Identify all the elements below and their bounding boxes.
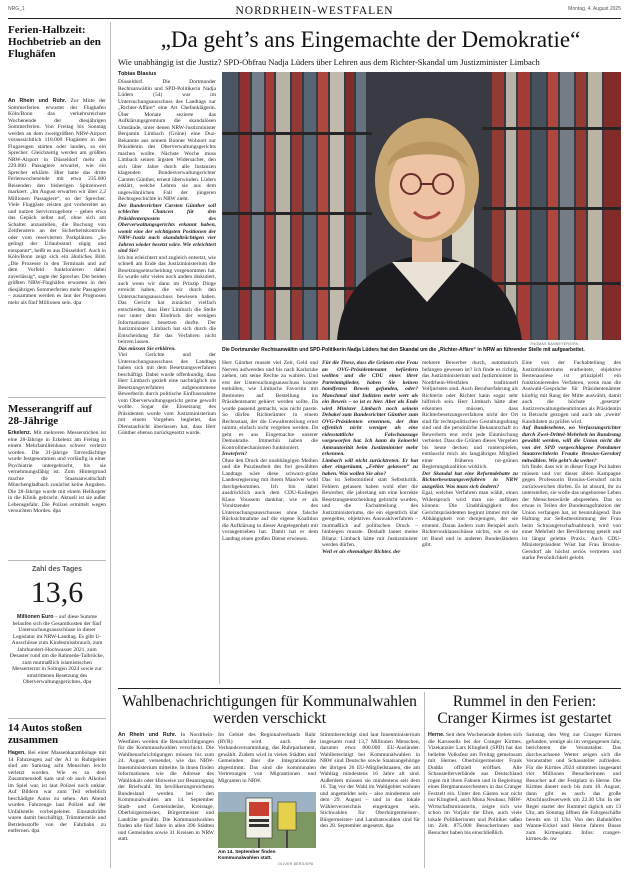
header-rule — [8, 18, 621, 19]
autos-article — [8, 750, 106, 866]
zahl-lead: Millionen Euro — [17, 614, 54, 620]
kirmes-col1-text: Seit dem Wochenende drehen sich die Karussells bei der Cranger Kirmes. Vizekanzler Lars Klingbeil (SPD) hat das beliebte Volksfest am Freitag gemeinsam mit Hernes Oberbürgermeister Frank Dudda offiziell eröffnet. Alle Schaustellerverbände aus Deutschland rogen mit ihren Fahnen und in Begleitung eines Bergmannsorchesters in das Cranger Festzelt ein. Unter den Gästen war nicht nur Klingbeil, auch Mona Neubaur, NRW-Wirtschaftsministerin, zeigte sich wie schon im Vorjahr die Ehre, auch viele lokale Politikerinnen und Politiker saßen im Zelt. 875.000 Besucherinnen und Besucher haben bis einschließlich — [428, 732, 522, 836]
column-divider — [424, 692, 425, 868]
interview-question-6: Der Skandal hat eine Reformdebatte zu Richterbesetzungsverfahren in NRW ausgelöst. Was muss sich ändern? — [422, 470, 518, 490]
autos-body: Bei einer Massenkarambolage mit 14 Fahrzeugen auf der A1 in Ruhrgebiet sind am Samstag acht Menschen leicht verletzt worden. Wie es zu dem Zusammenstoß kam und ob auch Alkohol im Spiel war, ist laut Polizei noch unklar. Auf Bildern war zum Teil erheblich beschädigte Autos zu sehen. Am Abend wurden Fahrzeuge laut Polizei auf der Unfallstelle vorbeigeleitet. Einsatzkräfte waren damit beschäftigt, Trümmerteile und Betriebsstoffe von der Fahrbahn zu entfernen. dpa — [8, 750, 106, 834]
divider — [8, 560, 106, 561]
section-title: NORDRHEIN-WESTFALEN — [235, 5, 394, 17]
interview-question-4: Limbach will nicht zurücktreten. Er hat aber eingeräumt, „Fehler gelassen“ zu haben. Was wollen Sie also? — [322, 457, 418, 477]
election-posters-image — [218, 792, 316, 848]
photo-caption: Die Dortmunder Rechtsanwältin und SPD-Politikerin Nadja Lüders hat den Skandal um die „Richter-Affäre“ in NRW an führender Stelle mit aufgearbeitet. — [222, 347, 585, 353]
interview-col6 — [522, 360, 621, 682]
page-number: NRG_1 — [8, 6, 25, 12]
main-subline: Wie unabhängig ist die Justiz? SPD-Obfrau Nadja Lüders über Lehren aus dem Richter-Skandal um Justizminister Limbach — [118, 57, 540, 67]
wahl-col2: Im Gebiet des Regionalverbands Ruhr (RVR) wird auch die Verbandsversammlung, das Ruhrparlament, gewählt. Zudem wird in vielen Städten und Gemeinden über die Integrationsräte abgestimmt. Das sind die kommunalen Vertretungen von Migrantinnen und Migranten in NRW. — [218, 732, 316, 784]
kirmes-col2: Samstag den Weg zur Cranger Kirmes gefunden, wenige als im vergangenen Jahr, berichteten die Veranstalter. Das durchwachsene Wetter zeigen sich die Veranstalter und Schausteller zufrieden. Für die Kirmes 2024 stimmten insgesamt vier Millionen Besucherinnen und Besucher auf der Festplatz in Herne. Die Kirmes dauert noch bis zum 10. August, dann gibt es auch das große Abschlussfeuerwerk um 22.30 Uhr. In der Regel startet der Rummel täglich um 13 Uhr, am Sonntag öffnen die Fahrgeschäfte bereits um 11 Uhr. Von den Bahnhöfen Wanne-Eickel und Herne fahren Busse zum Kirmesplatz. Infos: cranger-kirmes.de. nw — [526, 732, 621, 842]
interview-answer-6: Egal, welches Verfahren man wählt, einen Widerspruch wird man nie auflösen können: Die Unabhängigkeit des Gerichtspräsidenten beginnt immer mit der Abhängigkeit von demjenigen, der sie ernennt. Daran ändern zum Beispiel auch Richterwahlausschüsse nichts, wie es sie im Bund und in anderen Bundesländern gibt. — [422, 490, 518, 548]
interview-question-5: Weil er als ehemaliger Richter, der — [322, 548, 401, 555]
divider — [8, 397, 106, 398]
interview-col3 — [222, 360, 318, 682]
interview-question-7: Auf Bundesebene, wo Verfassungsrichter durch Zwei-Drittel-Mehrheit im Bundestag gewählt werden, will die Union nicht die von der SPD vorgeschlagene Potsdamer Staatsrechtlerin Frauke Brosius-Gersdorf mitwählen. Wie geht’s da weiter? — [522, 425, 621, 464]
wahl-dateline: An Rhein und Ruhr. — [118, 732, 177, 738]
column-divider — [219, 360, 220, 684]
interview-question-1: Der Bundesrichter Carsten Günther soll schlechte Chancen für den Präsidentenposten des Oberverwaltungsgerichts erkannt haben, womit eine der wichtigsten Positionen der NRW-Justiz nach skandalträchtigen vier Jahren wieder besetzt wäre. Wie erleichtert sind Sie? — [118, 202, 216, 254]
interview-col6-text: Eine von der Fachabteilung des Justizministeriums erarbeitete, objektive Bestenauslese ist prinzipiell ein funktionierendes Verfahren, wenn man die Auswahl-Gespräche für Präsidentenämter künftig mit Rang der Mitte auswählt, damit auch die höchste ‚gesetzte‘ Justizverwaltungsbeamtinnen als Präsidentin in Betracht gezogen und auch als ‚zweite' Kandidaten zu prüfen wird. — [522, 360, 621, 425]
messer-article — [8, 430, 106, 554]
zahl-text — [8, 614, 106, 714]
interview-intro: Düsseldorf. Die Dortmunder Rechtsanwältin und SPD-Politikerin Nadja Lüders (54) war im Untersuchungsausschuss des Landtags zur „Richter-Affäre“ eine Art Chefanklägerin. Über Monate sezierte das Aufklärungsgremium die skandalösen Umstände, unter denen NRW-Justizminister Benjamin Limbach (Grüne) eine Duz-Bekannte aus seinem Bonner Wohnort zur Präsidentin des Oberverwaltungsgerichts machen wollte. Nächste Woche muss Limbach seinen ärgsten Widersacher, den sich über Jahre durch alle Instanzen klagenden Bundesverwaltungsrichter Carsten Günther, erneut überwinden. Lüders erklärt, welche Lehren sie aus dem ungewöhnlichen Fall der jüngeren Rechtsgeschichte in NRW zieht. — [118, 79, 216, 202]
zahl-body: – auf diese Summe belaufen sich die Gesamtkosten der fünf Untersuchungsausschüsse in dieser Legislatur im NRW-Landtag. Es gibt U-Ausschüsse zum Kindesmissbrauch, zum Jahrhundert-Hochwasser 2021, zum Desaster rund um die Rahmede-Talbrücke, zum mutmaßlich islamistischen Messerterror in Solingen 2024 sowie zur umstrittenen Besetzung des Oberverwaltungsgerichtes. dpa — [9, 614, 105, 685]
interview-answer-2: Viel Gerichte und der Untersuchungsausschuss des Landtags haben sich mit dem Besetzungsverfahren beschäftigt. Dabei wurde offenkundig, dass Herr Limbach gezielt eine nachträglich ins Besetzungsverfahren aufgenommene Bewerberin durch politische Einflussnahme vom Oberverwaltungsgericht gerne gewollt wollte. Sogar die Einsetzung des Präsidenten wurde vom Justizministerium mit einem Vorgehen begleitet, das Dienstaufsicht überlassen hat, dass Herr Günther ebenso zurückgesetzt wurde. — [118, 352, 216, 436]
section-rule — [118, 688, 621, 689]
interview-question-2: Das müssen Sie erklären. — [118, 345, 176, 352]
wahl-col1 — [118, 732, 214, 866]
ferien-headline: Ferien-Halbzeit: Hochbetrieb an den Flughäfen — [8, 24, 101, 60]
wahl-col3: Stimmberechtigt sind laut Innenministerium insgesamt rund 13,7 Millionen Menschen, darunter etwa 800.000 EU-Ausländer. Wahlberechtigt bei Kommunalwahlen in NRW sind Deutsche sowie Staatsangehörige der übrigen 26 EU-Mitgliedstaaten, die am Wahltag mindestens 16 Jahre alt sind. Außerdem müssen sie mindestens seit dem 16. Tag vor der Wahl im Wahlgebiet wohnen und angemeldet sein – also mindestens seit dem 29. August – und in das lokale Wählerverzeichnis eingetragen sein. Stichwahlen für Oberbürgermeister-, Bürgermeister- und Landratswahlen sind für den 28. September angesetzt. dpa — [320, 732, 420, 829]
kirmes-col1 — [428, 732, 522, 866]
author: Tobias Blasius — [118, 71, 157, 77]
issue-date: Montag, 4. August 2025 — [568, 6, 621, 12]
kirmes-dateline: Herne. — [428, 732, 445, 738]
interview-answer-3: Ohne den Druck der unabhängigen Medien und die Puzzlearbeit des frei gewählten Landtags wäre diese schwarz-grüne Landesregierung mit ihrem Manöver wohl durchgekommen. Ich bin dabei ausdrücklich auch dem CDU-Kollegen Klaus Voussem dankbar, wie er als Vorsitzender des Untersuchungsausschusses ohne falsche Rücksichtnahme auf die eigene Koalition die Aufklärung in dieser Angelegenheit mit vorangetrieben hat. Damit hat er dem Landtag einen großen Dienst erwiesen. — [222, 457, 318, 542]
interview-col5-text: mehrere Bewerber durch, automatisch befangen gewesen ist? Ich finde es richtig, das Justizministerium und Justizminister in Nordrhein-Westfalen traditionell Volljuristen sind. Auch Berufserfahrung als Richterin oder Richter kann sogar sehr hilfreich sein. Herr Limbach hätte aber erkennen müssen, dass Richterbesetzungsverfahren nicht der Ort sind für rechtspolitischen Gestaltungsdrang sind und die persönliche Bekanntschaft zu Bewerbern erst recht jede Einmischung verbietet. Dass die Grünen dieses Vergehen bis heute decken und runterspielen, enttäuscht mich als langjähriges Mitglied einer früheren rot-grünen Regierungskoalition wirklich. — [422, 360, 518, 470]
messer-headline: Messerangriff auf 28-Jährige — [8, 403, 93, 427]
ferien-article — [8, 98, 106, 392]
lueders-portrait — [222, 72, 621, 340]
interview-col1 — [118, 79, 216, 679]
photo-credit: THOMAS BANNEYER/DPA — [530, 342, 579, 346]
ferien-dateline: An Rhein und Ruhr. — [8, 98, 67, 104]
interview-col4-question: Für die These, dass die Grünen eine Frau an OVG-Präsidentenamt befördern wollten und die CDU eines ihrer Parteimitglieder, haben Sie keinen handfesten Beweis gefunden, oder? Manchmal sind Indizien mehr wert als ein Beweis – so ist es hier. Aber als Ende wird Minister Limbach noch seinem Debakel zum Bundesrichter Günther zum OVG-Präsidenten ernennen, der ihm offenlich nicht weniger als eine eidesstattliche Falschaussage vorgeworfen hat. Ich kann da keinerlei Amtsautorität beim Justizminister mehr erkennen. — [322, 360, 418, 457]
wahl-caption: Am 14. September finden Kommunalwahlen statt. — [218, 850, 276, 861]
interview-answer-4: Das ist Selbstmitleid statt Selbstkritik. Fehlern gelassen haben wohl eher die Bewerber, die jahrelang um eine korrekte Besetzungsentscheidung gebracht wurden, und die Fachabteilung des Justizministeriums, die ein eigentlich klar geregeltes, objektives Auswahlverfahren – mutmaßlich auf politischen Druck – hinbiegen musste. Deshalb lautet meine Bilanz: Limbach hätte mit Justizminister werden dürfen. — [322, 477, 418, 548]
interview-answer-7: Ich finde, dass wir in dieser Frage Pol halten müssen und vor dieser üblen Kampagne gegen Professorin Brosius-Gersdorf nicht zurückweichen dürfen. Es ist absurd, ihr zu unterstellen, sie wolle das ungeborene Leben der Menschenwürde abspreehen. Das so etwas in Teilen der Bundestagsfraktion der Union verfangen hat, ist beunruhigend. Ihre Haltung zur Selbstbestimmung der Frau beim Schwangerschaftsabbruch wird von einer Mehrheit der Bevölkerung geteilt und ist längst gelebte Praxis. Auch CDU-Ministerpräsident Wüst hat Frau Brosius-Gersdorf als höchst seriös vertreten und starke Persönlichkeit gelobt. — [522, 464, 621, 561]
messer-body: Mit mehreren Messerstichen ist eine 28-Jährige in Erkelenz am Freitag in einem Mehrfamilienhaus schwer verletzt worden. Die 31-jährige Tatverdächtige wurde festgenommen und vorläufig in einer Psychiatrie untergebracht, bis sie vernehmungsfähig ist. Zum Hintergrund machte die Staatsanwaltschaft Mönchengladbach zunächst keine Angaben. Die 28-Jährige wurde mit einem Helikopter in die Klinik gebracht. Aktuell ist sie außer Lebensgefahr. Die Polizei ermittelt wegen versuchten Mordes. dpa — [8, 430, 106, 514]
interview-col3-text: Herr Günther musste viel Zeit, Geld und Nerven aufwenden und bis nach Karlsruhe ziehen, um seine Rechte zu wahren. Und erst der Untersuchungsausschuss konnte enthüllen, wie Limbachs Favoritin mit Bestnoten auf Bestellung ins Präsidentenamt gehievt werden sollte. Da wurde passend gemacht, was nicht passte. So dürfen Richterämter in einem Rechtsstaat, der die Gewaltenteilung ernst nimmt, einfach nicht vergeben werden. Da geht es ans Eingemachte unserer Demokratie. Immerhin haben die Kontrollmechanismen funktioniert. — [222, 360, 318, 451]
column-divider — [110, 22, 111, 868]
wahl-photo — [218, 792, 316, 848]
ferien-body: Zur Mitte der Sommerferien erwartet der Flughafen Köln/Bonn das verkehrsreichste Wochenende der diesjährigen Sommerferien. Von Freitag bis Sonntag werden an dem zweitgrößten NRW-Airport voraussichtlich 118.000 Flugästen in den Flugzeugen starten oder landen, so ein Sprecher. Gleichzeitig werden am größten NRW-Airport in Düsseldorf mehr als 229.000 Passagiere erwartet, wie ein Sprecher erklärte. Hier hatte das dritte Ferienwochenende mit etwa 235.000 Reisenden den bisherigen Spitzenwert markiert. „Im August erwarten wir über 2,2 Millionen Passagiere“, so der Sprecher. Viele Fluggäste reisten gut vorbereitet an und nutzen Servicezugebote – geben etwa das Gepäck selbst auf, ohne sich am Schalter anzustellen, die Buchung von Zeitfenstern an der Sicherheitskontrolle oder vom reservierten Parkplätzen. „So gelingt der Urlaubsstart zügig und entspannt“, heißt es aus Düsseldorf. Auch in Köln/Bonn zeigt sich ein ähnliches Bild. „Die Prozesse in den Terminals und auf dem Vorfeld funktionieren dabei zuverlässig“, sagte der Sprecher. Die beiden größten NRW-Flughäfen erwarten in den diesjährigen Sommerferien mehr Passagiere – zusammen werden es laut der Prognosen mehr als fünf Millionen sein. dpa — [8, 98, 106, 306]
autos-headline: 14 Autos stoßen zusammen — [8, 722, 82, 746]
kirmes-headline: Rummel in den Ferien: Cranger Kirmes ist gestartet — [437, 693, 612, 727]
zahl-kicker: Zahl des Tages — [31, 566, 83, 573]
zahl-number: 13,6 — [30, 576, 84, 609]
main-headline: „Da geht’s ans Eingemachte der Demokratie“ — [160, 27, 581, 52]
autos-dateline: Hagen. — [8, 750, 26, 756]
divider — [8, 718, 106, 719]
messer-dateline: Erkelenz. — [8, 430, 32, 436]
interview-col4 — [322, 360, 418, 682]
main-photo — [222, 72, 621, 340]
interview-question-3: Inwiefern? — [222, 451, 248, 457]
interview-col5 — [422, 360, 518, 682]
interview-answer-1: Ich bin erleichtert und zugleich entsetzt, wie schnell am Ende das Justizministerium die Besetzungsentscheidung vorgenommen hat. Es wurde sehr vieles noch anders diskutiert, auch wenn wir dann im Prinzip Dinge erreicht haben, die wir durch den Untersuchungsausschuss bewiesen haben. Das Gericht hat zunächst vielfach entschieden, dass Herr Limbach die Stelle nur unter dem Eindruck der wenigen Informationen besetzen durfte. Der Justizminister Limbach hat sich durch die Entscheidung für das Verfahren nicht beirren lassen. — [118, 254, 216, 345]
wahl-headline: Wahlbenachrichtigungen für Kommunalwahlen werden verschickt — [122, 693, 417, 727]
wahl-col1-text: In Nordrhein-Westfalen werden die Benachrichtigungen für die Kommunalwahlen verschickt. Die Wahlbenachrichtigungen müssen bis zum 24. August versendet, wie das NRW-Innenministerium mitteilte. In ihnen finden Informationen wie die Adresse des Wahllokals oder Hinweise zur Beantragung der Briefwahl. Im bevölkerungsreichsten Bundesland werden bei den Kommunalwahlen am 14. September Stadt- und Gemeinderäte, Kreistage, Oberbürgermeister, Bürgermeister und Landräte gewählt. Die Kommunalwahlen finden alle fünf Jahre in allen 396 Städten und Gemeinden sowie 31 Kreisen in NRW statt. — [118, 732, 214, 842]
wahl-credit: OLIVER BERG/DPA — [278, 862, 314, 866]
